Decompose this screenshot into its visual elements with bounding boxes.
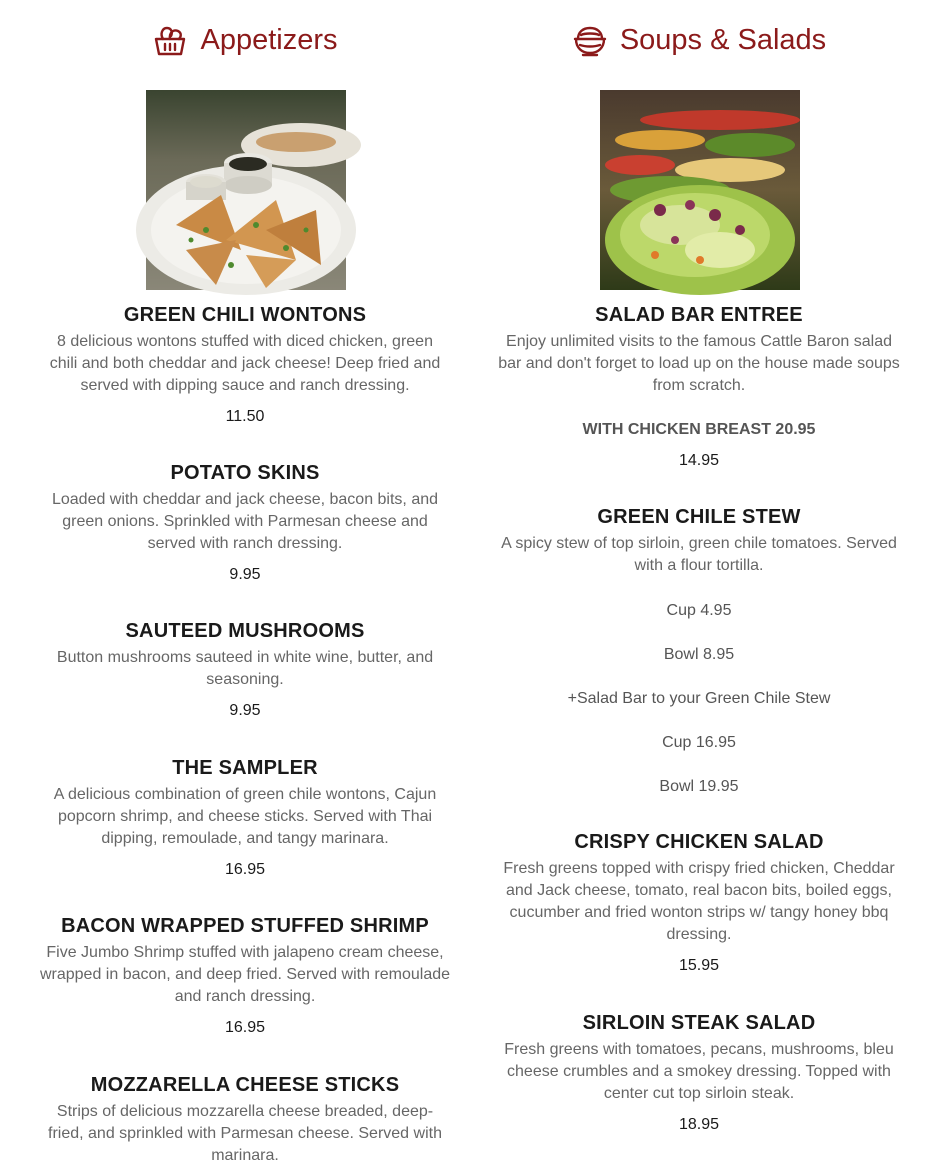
item-description: Five Jumbo Shrimp stuffed with jalapeno cream cheese, wrapped in bacon, and deep fried. Served with remoulade and ranch dressing. xyxy=(39,944,451,1005)
item-price: 16.95 xyxy=(224,861,266,878)
menu-item xyxy=(30,619,460,722)
item-price: 15.95 xyxy=(678,957,720,974)
item-description: Fresh greens with tomatoes, pecans, mushrooms, bleu cheese crumbles and a smokey dressing. Topped with center cut top sirloin steak. xyxy=(504,1041,894,1102)
menu-item xyxy=(484,1011,914,1136)
bowl-icon xyxy=(572,22,608,58)
salad-bar-photo xyxy=(600,90,800,290)
item-price: 18.95 xyxy=(678,1116,720,1133)
section-title: Appetizers xyxy=(200,24,338,56)
section-title: Soups & Salads xyxy=(619,24,827,56)
item-name: BACON WRAPPED STUFFED SHRIMP xyxy=(61,915,429,937)
item-price: 16.95 xyxy=(224,1019,266,1036)
item-name: MOZZARELLA CHEESE STICKS xyxy=(90,1074,400,1096)
item-name: THE SAMPLER xyxy=(172,757,318,779)
basket-icon xyxy=(152,22,188,58)
item-option: WITH CHICKEN BREAST 20.95 xyxy=(582,421,816,438)
item-option: Cup 16.95 xyxy=(662,734,736,751)
item-price: 14.95 xyxy=(678,452,720,469)
soups-salads-header xyxy=(484,20,914,60)
item-name: SAUTEED MUSHROOMS xyxy=(125,620,365,642)
item-price: 9.95 xyxy=(229,702,261,719)
item-description: Fresh greens topped with crispy fried chicken, Cheddar and Jack cheese, tomato, real bacon bits, boiled eggs, cucumber and fried wonton strips w/ tangy honey bbq dressing. xyxy=(503,860,895,943)
item-price: 9.95 xyxy=(229,566,261,583)
item-name: GREEN CHILI WONTONS xyxy=(123,304,367,326)
item-description: 8 delicious wontons stuffed with diced chicken, green chili and both cheddar and jack cheese! Deep fried and served with dipping sauce and ranch dressing. xyxy=(49,333,441,394)
menu-item xyxy=(30,914,460,1039)
item-description: Loaded with cheddar and jack cheese, bacon bits, and green onions. Sprinkled with Parmesan cheese and served with ranch dressing. xyxy=(51,491,439,552)
menu-item xyxy=(30,756,460,881)
menu-item xyxy=(484,505,914,798)
item-option: Bowl 8.95 xyxy=(663,646,735,663)
item-name: POTATO SKINS xyxy=(170,462,320,484)
menu-item xyxy=(30,1073,460,1167)
wontons-photo xyxy=(146,90,346,290)
item-price: 11.50 xyxy=(225,408,265,425)
menu-item xyxy=(30,303,460,428)
item-name: SIRLOIN STEAK SALAD xyxy=(582,1012,816,1034)
item-description: A spicy stew of top sirloin, green chile tomatoes. Served with a flour tortilla. xyxy=(501,535,897,574)
item-description: A delicious combination of green chile wontons, Cajun popcorn shrimp, and cheese sticks. Served with Thai dipping, remoulade, and tangy marinara. xyxy=(53,786,437,847)
item-name: GREEN CHILE STEW xyxy=(597,506,801,528)
menu-item xyxy=(484,303,914,472)
menu-item xyxy=(484,830,914,977)
item-description: Strips of delicious mozzarella cheese breaded, deep-fried, and sprinkled with Parmesan cheese. Served with marinara. xyxy=(48,1103,442,1164)
item-option: +Salad Bar to your Green Chile Stew xyxy=(567,690,831,707)
appetizers-header xyxy=(30,20,460,60)
item-description: Enjoy unlimited visits to the famous Cattle Baron salad bar and don't forget to load up on the house made soups from scratch. xyxy=(498,333,900,394)
item-description: Button mushrooms sauteed in white wine, butter, and seasoning. xyxy=(56,649,434,688)
menu-item xyxy=(30,461,460,586)
item-name: CRISPY CHICKEN SALAD xyxy=(574,831,824,853)
item-name: SALAD BAR ENTREE xyxy=(595,304,803,326)
item-option: Cup 4.95 xyxy=(666,602,732,619)
item-option: Bowl 19.95 xyxy=(659,778,739,795)
